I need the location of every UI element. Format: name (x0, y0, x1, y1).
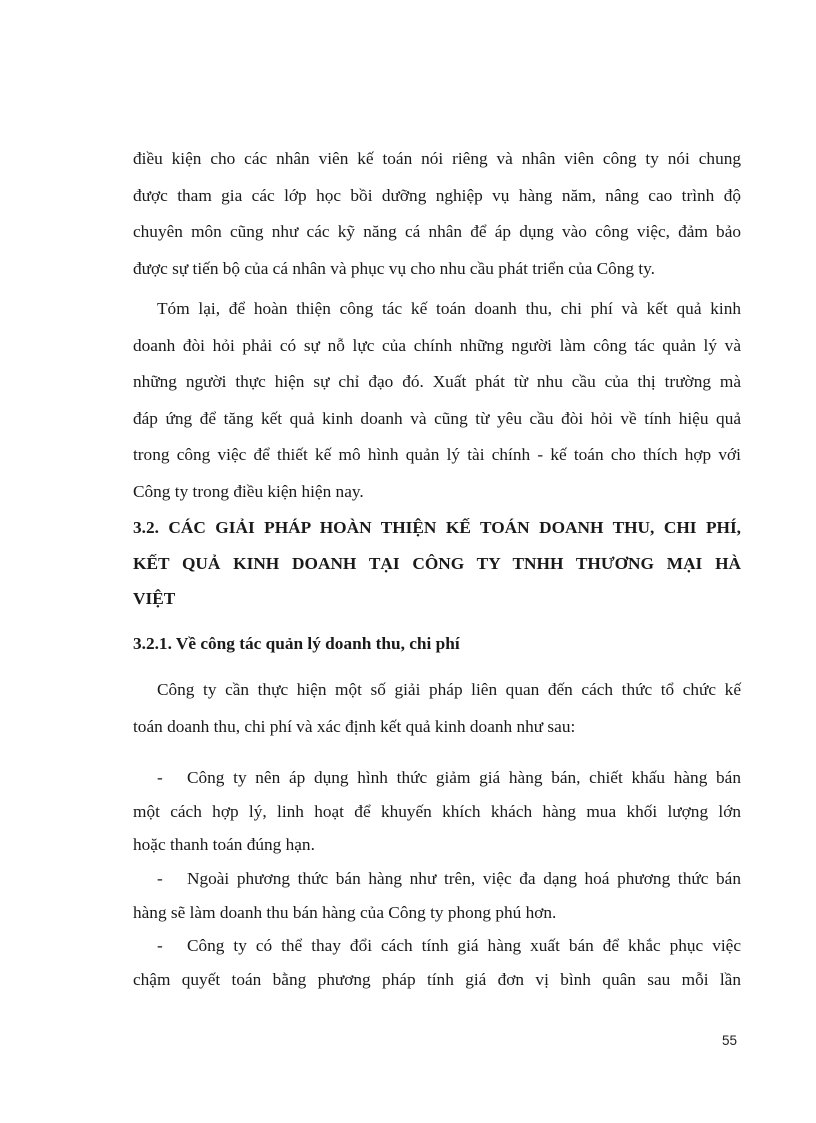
heading-line: KẾT QUẢ KINH DOANH TẠI CÔNG TY TNHH THƯƠNG MẠI HÀ (133, 553, 741, 573)
text-line: Công ty cần thực hiện một số giải pháp liên quan đến cách thức tổ chức kế (157, 680, 741, 699)
text-line: doanh đòi hỏi phải có sự nỗ lực của chính những người làm công tác quản lý và (133, 335, 741, 355)
section-heading (133, 510, 741, 617)
list-dash: - (157, 936, 163, 955)
text-line: Tóm lại, để hoàn thiện công tác kế toán doanh thu, chi phí và kết quả kinh (157, 299, 741, 318)
text-line: hàng sẽ làm doanh thu bán hàng của Công ty phong phú hơn. (133, 902, 557, 922)
text-line: toán doanh thu, chi phí và xác định kết quả kinh doanh như sau: (133, 716, 576, 736)
text-line: được tham gia các lớp học bồi dưỡng nghiệp vụ hàng năm, nâng cao trình độ (133, 185, 741, 205)
subsection-heading: 3.2.1. Về công tác quản lý doanh thu, chi phí (133, 634, 460, 653)
text-line: những người thực hiện sự chỉ đạo đó. Xuất phát từ nhu cầu của thị trường mà (133, 372, 741, 392)
list-dash: - (157, 869, 163, 888)
text-line: Công ty trong điều kiện hiện nay. (133, 481, 364, 501)
text-line: chậm quyết toán bằng phương pháp tính giá đơn vị bình quân sau mỗi lần (133, 969, 741, 989)
text-line: một cách hợp lý, linh hoạt để khuyến khích khách hàng mua khối lượng lớn (133, 801, 741, 821)
text-line: hoặc thanh toán đúng hạn. (133, 835, 315, 854)
list-dash: - (157, 768, 163, 787)
heading-line: 3.2. CÁC GIẢI PHÁP HOÀN THIỆN KẾ TOÁN DOANH THU, CHI PHÍ, (133, 518, 741, 537)
paragraph-intro (133, 672, 741, 745)
text-line: điều kiện cho các nhân viên kế toán nói riêng và nhân viên công ty nói chung (133, 149, 741, 168)
page-number: 55 (722, 1033, 738, 1048)
text-line: được sự tiến bộ của cá nhân và phục vụ cho nhu cầu phát triển của Công ty. (133, 258, 655, 278)
text-line: đáp ứng để tăng kết quả kinh doanh và cũng từ yêu cầu đòi hỏi về tính hiệu quả (133, 408, 741, 428)
text-line: chuyên môn cũng như các kỹ năng cá nhân để áp dụng vào công việc, đảm bảo (133, 222, 741, 242)
text-line: Công ty nên áp dụng hình thức giảm giá hàng bán, chiết khấu hàng bán (187, 768, 741, 787)
text-line: Ngoài phương thức bán hàng như trên, việc đa dạng hoá phương thức bán (187, 869, 741, 888)
paragraph-summary (133, 291, 741, 511)
text-line: trong công việc để thiết kế mô hình quản lý tài chính - kế toán cho thích hợp với (133, 445, 741, 465)
text-line: Công ty có thể thay đổi cách tính giá hàng xuất bán để khắc phục việc (187, 936, 741, 955)
heading-line: VIỆT (133, 589, 176, 608)
paragraph-continuation (133, 141, 741, 287)
